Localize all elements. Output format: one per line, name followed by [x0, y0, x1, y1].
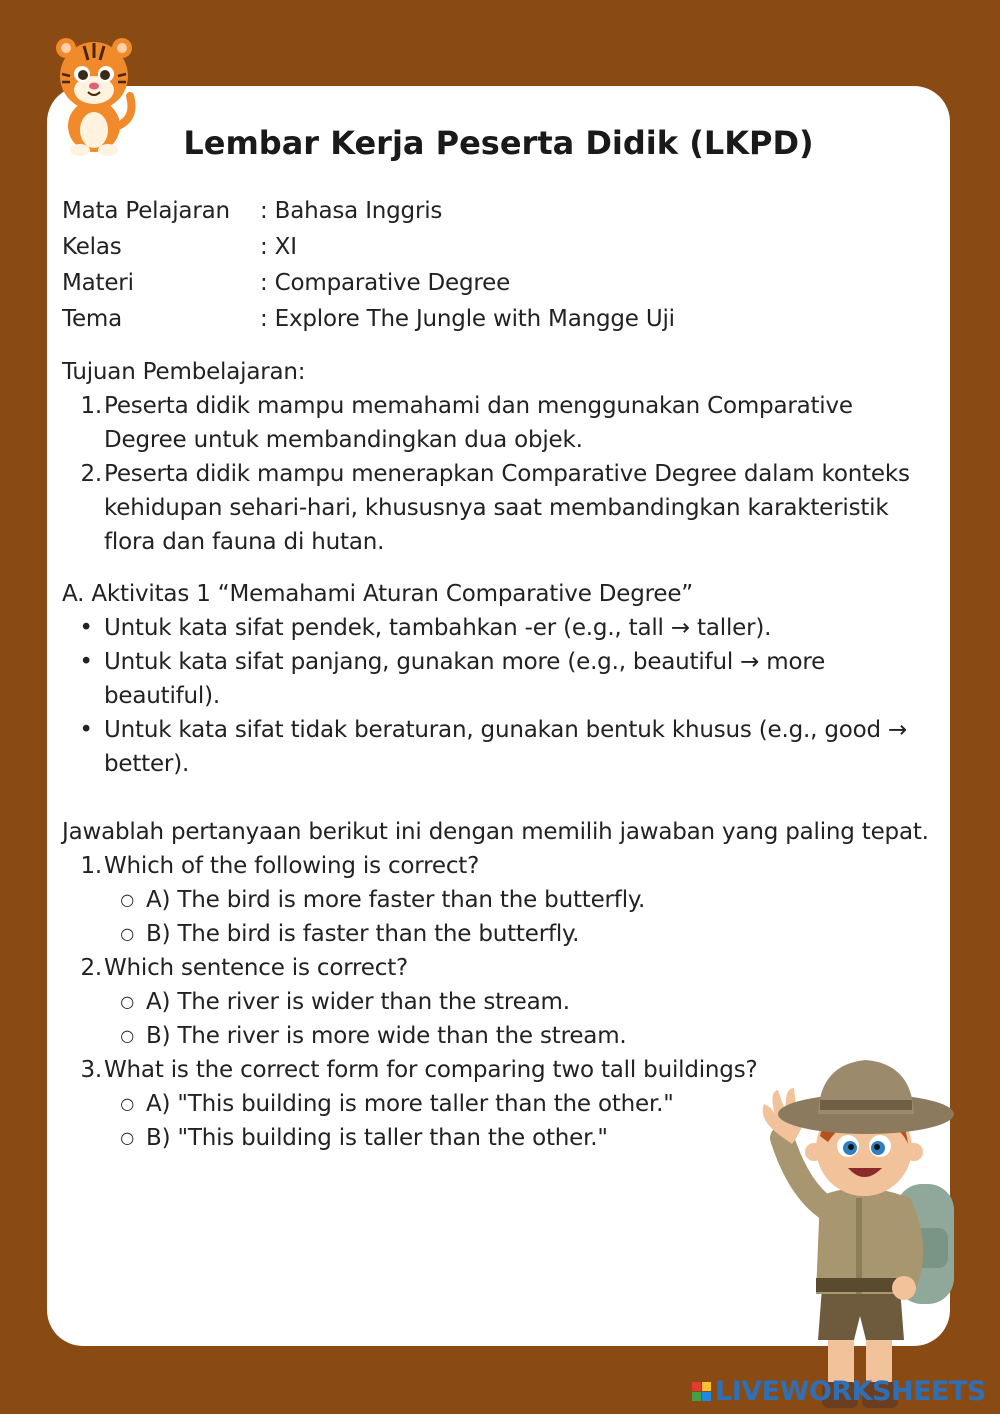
rules-list [62, 611, 942, 781]
bullet-icon: • [79, 717, 93, 743]
bullet-icon: • [79, 615, 93, 641]
info-block [62, 193, 942, 337]
info-value: : XI [260, 234, 297, 260]
option-text[interactable]: A) "This building is more taller than the other." [146, 1091, 674, 1117]
radio-circle-icon[interactable]: ○ [120, 1026, 134, 1045]
liveworksheets-logo[interactable] [692, 1376, 986, 1407]
question-item [62, 849, 942, 883]
list-item [62, 611, 942, 645]
rule-text: Untuk kata sifat panjang, gunakan more (e.g., beautiful → more beautiful). [104, 649, 826, 709]
question-text: Which sentence is correct? [104, 955, 409, 981]
info-row-theme [62, 301, 942, 337]
option-text[interactable]: A) The bird is more faster than the butterfly. [146, 887, 646, 913]
info-value: : Bahasa Inggris [260, 198, 443, 224]
options-row [62, 883, 942, 951]
worksheet-title: Lembar Kerja Peserta Didik (LKPD) [183, 124, 814, 162]
info-label: Materi [62, 270, 134, 296]
activity-section [62, 577, 942, 781]
answer-option[interactable] [62, 985, 942, 1019]
question-number: 1. [80, 853, 102, 879]
logo-squares-icon [692, 1382, 711, 1401]
list-item [62, 457, 942, 559]
question-text: What is the correct form for comparing two tall buildings? [104, 1057, 758, 1083]
radio-circle-icon[interactable]: ○ [120, 992, 134, 1011]
info-row-subject [62, 193, 942, 229]
info-label: Tema [62, 306, 122, 332]
info-label: Kelas [62, 234, 122, 260]
objectives-list [62, 389, 942, 559]
logo-text: LIVEWORKSHEETS [715, 1376, 986, 1407]
item-number: 2. [80, 461, 102, 487]
answer-option[interactable] [62, 917, 942, 951]
list-item [62, 713, 942, 781]
info-value: : Comparative Degree [260, 270, 511, 296]
info-label: Mata Pelajaran [62, 198, 230, 224]
radio-circle-icon[interactable]: ○ [120, 1094, 134, 1113]
question-number: 3. [80, 1057, 102, 1083]
item-text: Peserta didik mampu memahami dan menggunakan Comparative Degree untuk membandingkan dua objek. [104, 393, 853, 453]
bullet-icon: • [79, 649, 93, 675]
radio-circle-icon[interactable]: ○ [120, 890, 134, 909]
radio-circle-icon[interactable]: ○ [120, 1128, 134, 1147]
info-row-class [62, 229, 942, 265]
rule-text: Untuk kata sifat tidak beraturan, gunakan bentuk khusus (e.g., good → better). [104, 717, 908, 777]
option-text[interactable]: B) The river is more wide than the stream. [146, 1023, 627, 1049]
options-row [62, 985, 942, 1053]
quiz-instruction: Jawablah pertanyaan berikut ini dengan memilih jawaban yang paling tepat. [62, 819, 929, 845]
option-text[interactable]: B) The bird is faster than the butterfly. [146, 921, 580, 947]
option-text[interactable]: B) "This building is taller than the other." [146, 1125, 608, 1151]
activity-heading: A. Aktivitas 1 “Memahami Aturan Comparative Degree” [62, 581, 694, 607]
list-item [62, 645, 942, 713]
worksheet-content [62, 193, 942, 1155]
item-number: 1. [80, 393, 102, 419]
answer-option[interactable] [62, 883, 942, 917]
explorer-boy-illustration [748, 1048, 963, 1414]
objectives-heading: Tujuan Pembelajaran: [62, 359, 306, 385]
options-list [62, 883, 942, 951]
options-list [62, 985, 942, 1053]
objectives-section [62, 355, 942, 559]
question-text: Which of the following is correct? [104, 853, 480, 879]
option-text[interactable]: A) The river is wider than the stream. [146, 989, 570, 1015]
info-value: : Explore The Jungle with Mangge Uji [260, 306, 675, 332]
rule-text: Untuk kata sifat pendek, tambahkan -er (e.g., tall → taller). [104, 615, 772, 641]
question-item [62, 951, 942, 985]
question-number: 2. [80, 955, 102, 981]
radio-circle-icon[interactable]: ○ [120, 924, 134, 943]
info-row-material [62, 265, 942, 301]
item-text: Peserta didik mampu menerapkan Comparative Degree dalam konteks kehidupan sehari-hari, khususnya saat membandingkan karakteristik flora dan fauna di hutan. [104, 461, 910, 555]
list-item [62, 389, 942, 457]
